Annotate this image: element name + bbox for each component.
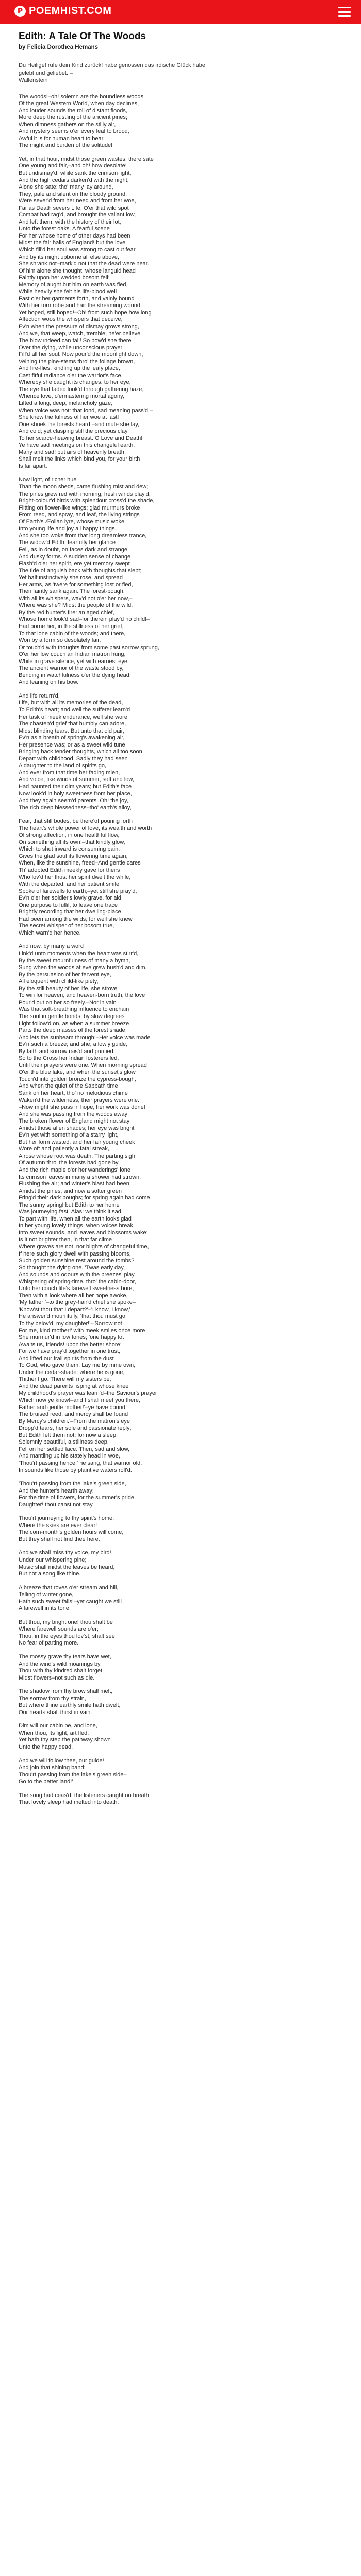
poem-line: She shrank not–mark'd not that the dead were near. [19,261,149,267]
poem-line: When voice was not: that fond, sad meaning pass'd!– [19,407,153,414]
poem-line: Sung when the woods at eve grew hush'd and dim, [19,964,147,971]
poem-line: One shriek the forests heard,–and mute she lay, [19,421,139,428]
poem-line: Than the moon sheds, came flushing mist and dew; [19,484,149,490]
poem-line: Ye have sad meetings on this changeful earth, [19,442,135,449]
poem-line: By the sweet mournfulness of many a hymn, [19,957,130,964]
poem-line: She murmur'd in low tones; 'one happy lot [19,1334,124,1341]
poem-line: With the departed, and her patient smile [19,881,120,888]
poem-line: The blow indeed can fall! So bow'd she there [19,337,132,344]
poem-line: The tide of anguish back with thoughts that slept; [19,567,142,574]
poem-line: So thought the dying one. 'Twas early day, [19,1264,125,1271]
poem-line: Which warn'd her hence. [19,929,81,936]
poem-line: And louder sounds the roll of distant floods, [19,107,127,114]
poem-line: And lets the sunbeam through:–Her voice was made [19,1034,151,1041]
poem-line: For we have pray'd together in one trust, [19,1348,121,1355]
poem-line: And mystery seems o'er every leaf to brood, [19,128,129,135]
poem-stanza [19,94,342,149]
poem-epigraph [19,62,342,84]
poem-line: Midst the fair halls of England! but the love [19,240,126,246]
poem-line: Yet, in that hour, midst those green wastes, there sate [19,156,154,162]
poem-stanza [19,1515,342,1543]
poem-line: The rich deep blessedness–tho' earth's alloy, [19,804,132,811]
poem-line: Thither I go. There will my sisters be, [19,1376,111,1383]
poem-stanza [19,1481,342,1509]
poem-line: The sunny spring! but Edith to her home [19,1201,120,1208]
poem-line: Fell on her settled face. Then, sad and slow, [19,1446,130,1452]
poem-line: So to the Cross her Indian fosterers led, [19,1055,119,1062]
poem-line: The soul in gentle bonds: by slow degrees [19,1013,125,1020]
poem-line: Whence love, o'ermastering mortal agony, [19,393,124,400]
poem-line: Then faintly sank again. The forest-bough, [19,588,125,595]
poem-line: Memory of aught but him on earth was fled, [19,281,128,288]
poem-line: Fear, that still bodes, be there'of pouring forth [19,818,133,825]
poem-line: Was journeying fast. Alas! we think it sad [19,1209,121,1215]
menu-icon-bar [338,7,351,8]
poem-line: Where graves are not, nor blights of changeful time, [19,1244,149,1250]
poem-line: Fast o'er her garments forth, and vainly bound [19,295,135,302]
poem-line: Of him alone she thought, whose languid head [19,267,136,274]
poem-line: Under the cedar-shade: where he is gone, [19,1369,125,1376]
poem-line: 'Thou'rt passing from the lake's green side, [19,1481,126,1487]
poem-stanza [19,1688,342,1716]
poem-stanza [19,1792,342,1806]
poem-line: One young and fair,–and oh! how desolate! [19,163,127,170]
poem-line: More deep the rustling of the ancient pines; [19,114,127,121]
poem-line: Alone she sate; tho' many lay around, [19,184,113,191]
poem-line: To God, who gave them. Lay me by mine own, [19,1362,136,1369]
poem-line: And dusky forms. A sudden sense of change [19,553,131,560]
poem-line: They, pale and silent on the bloody ground, [19,191,127,197]
poem-stanza [19,693,342,811]
poem-line: When thou, its light, art fled; [19,1730,89,1736]
poem-line: Now look'd in holy sweetness from her place, [19,790,132,797]
poem-line: Then with a look where all her hope awoke, [19,1292,128,1299]
poem-line: Where farewell sounds are o'er; [19,1626,99,1633]
poem-line: But undismay'd; while sank the crimson light, [19,170,132,176]
poem-stanza [19,1585,342,1613]
poem-line: Such golden sunshine rest around the tombs? [19,1258,135,1264]
poem-line: But not a song like thine. [19,1571,81,1578]
poem-line: Daughter! thou canst not stay. [19,1501,94,1508]
poem-line: And voice, like winds of summer, soft and low, [19,776,134,783]
poem-line: Solemnly beautiful, a stillness deep, [19,1439,109,1446]
poem-line: Until their prayers were one. When morning spread [19,1062,147,1069]
poem-line: Brightly recording that her dwelling-place [19,909,121,916]
poem-line: O'er the blue lake, and when the sunset's glow [19,1069,136,1076]
poem-line: But they shall not find thee here. [19,1536,100,1543]
poem-line: And sounds and odours with the breezes' play, [19,1272,136,1278]
poem-line: 'Thou'rt passing hence,' he sang, that warrior old, [19,1460,142,1466]
poem-line: She knew the fulness of her woe at last! [19,414,119,421]
poem-line: Is it not brighter then, in that far clime [19,1236,112,1243]
poem-line: And ever from that time her fading mien, [19,769,120,776]
poem-line: Unto the forest oaks. A fearful scene [19,226,110,232]
poem-line: Her arms, as 'twere for something lost or fled, [19,581,133,588]
poem-line: Or touch'd with thoughts from some past sorrow sprung, [19,644,159,651]
poem-line: If here such glory dwell with passing blooms, [19,1250,131,1257]
poem-line: In her young lovely things, when voices break [19,1223,133,1229]
poem-line: With her torn robe and hair the streaming wound, [19,302,142,309]
poem-line: Ev'n yet with something of a starry light, [19,1132,119,1139]
poem-line: Faintly upon her wedded bosom fell; [19,275,110,281]
poem-line: Now light, of richer hue [19,477,77,483]
poem-line: Were sever'd from her need and from her woe, [19,198,136,205]
poem-stanza [19,156,342,470]
poem-line: Where was she? Midst the people of the wild, [19,602,133,609]
poem-line: Th' adopted Edith meekly gave for theirs [19,867,120,874]
byline-prefix: by [19,44,26,50]
poem-line: Awful it is for human heart to bear [19,135,104,142]
poem-line: Awaits us, friends! upon the better shore; [19,1341,122,1348]
poem-line: To Edith's heart; and well the sufferer learn'd [19,706,130,713]
poem-line: Ev'n o'er her soldier's lowly grave, for aid [19,895,121,902]
poem-line: Was that soft-breathing influence to enchain [19,1006,129,1013]
poem-line: The sorrow from thy strain, [19,1695,86,1702]
poem-line: The heart's whole power of love, its wealth and worth [19,825,152,832]
poem-line: By the red hunter's fire: an aged chief, [19,609,114,616]
poem-line: Is far apart. [19,463,47,469]
poem-stanza [19,1619,342,1647]
poem-line: Music shall midst the leaves be heard, [19,1564,115,1570]
poem-line: Won by a form so desolately fair, [19,637,101,644]
poem-line: And left them, with the history of their lot, [19,218,121,225]
poem-line: Had been among the wilds; for well she knew [19,916,133,922]
poem-line: And lifted our frail spirits from the dust [19,1355,114,1362]
poem-line: My childhood's prayer was learn'd–the Saviour's prayer [19,1390,157,1397]
poem-line: Pour'd out on her so freely.–Nor in vain [19,999,117,1006]
poem-line: Flushing the air; and winter's blast had been [19,1181,129,1188]
poem-line: Combat had rag'd, and brought the valiant low, [19,212,136,218]
poem-line: Yet half instinctively she rose, and spread [19,574,123,581]
poem-line: Into sweet sounds, and leaves and blossoms wake: [19,1229,148,1236]
poem-line: And join that shining band; [19,1765,86,1771]
poem-line: And when the quiet of the Sabbath time [19,1083,118,1090]
poem-line: And we, that weep, watch, tremble, ne'er believe [19,330,141,337]
poem-line: And leaning on his bow. [19,679,79,686]
poem-line: Bright-colour'd birds with splendour cross'd the shade, [19,498,155,504]
poem-line: Ev'n when the pressure of dismay grows strong, [19,324,139,330]
poem-line: While heavily she felt his life-blood well [19,289,117,295]
poem-line: And the hunter's hearth away; [19,1487,94,1494]
poem-line: The broken flower of England might not stay [19,1118,130,1125]
poem-line: To win for heaven, and heaven-born truth, the love [19,992,145,999]
poem-line: Fring'd their dark boughs; for spring again had come, [19,1195,152,1201]
poem-line: By faith and sorrow rais'd and purified, [19,1048,115,1055]
poem-line: Whispering of spring-time, thro' the cabin-door, [19,1278,136,1285]
poem-stanza [19,1654,342,1682]
poem-line: Which fill'd her soul was strong to cast out fear, [19,246,137,253]
poem-line: Life, but with all its memories of the dead, [19,700,123,706]
poem-line: The bruised reed, and mercy shall be found [19,1411,128,1418]
poem-line: For her whose home of other days had been [19,232,130,239]
poem-line: Had borne her, in the stillness of her grief, [19,623,124,630]
poem-byline [19,44,342,50]
poem-stanza [19,477,342,686]
poem-line: 'My father!'–to the grey-hair'd chief she spoke– [19,1299,136,1306]
poem-line: Of the great Western World, when day declines, [19,100,139,107]
poem-line: And mantling up his stately head in woe, [19,1453,120,1460]
site-logo[interactable] [14,5,111,17]
poem-line: Wore oft and patiently a fatal streak, [19,1146,109,1153]
poem-line: And fire-flies, kindling up the leafy place, [19,365,120,372]
poem-line: Midst flowers–not such as die. [19,1674,95,1681]
poem-line: And she was passing from the woods away; [19,1111,129,1117]
poem-line: The eye that faded look'd through gathering haze, [19,386,144,393]
poem-line: By the still beauty of her life, she strove [19,985,118,992]
poem-line: Bringing back tender thoughts, which all too soon [19,749,142,755]
poem-line: The corn-month's golden hours will come, [19,1529,124,1536]
poem-line: But her form wasted, and her fair young cheek [19,1139,135,1145]
poem-line: Flash'd o'er her spirit, ere yet memory swept [19,561,130,567]
poem-line: To that lone cabin of the woods; and there, [19,630,126,637]
poem-line: Thou, in the eyes thou lov'st, shalt see [19,1633,115,1639]
poem-line: And the rich maple o'er her wanderings' lone [19,1166,130,1173]
poem-line: And the high cedars darken'd with the night, [19,177,129,183]
poem-line: The secret whisper of her bosom true, [19,923,114,929]
poem-line: O'er her low couch an Indian matron hung, [19,651,126,658]
poem-line: From reed, and spray, and leaf, the living strings [19,512,140,518]
poem-line: And she too woke from that long dreamless trance, [19,532,147,539]
poem-line: And we shall miss thy voice, my bird! [19,1550,111,1556]
poem-line: Cast fitful radiance o'er the warrior's face, [19,372,123,379]
poem-title: Edith: A Tale Of The Woods [19,31,146,42]
epigraph-line: Wallenstein [19,77,48,83]
poem-line: And cold; yet clasping still the precious clay [19,428,128,435]
poem-line: He answer'd mournfully, 'that thou must go [19,1313,125,1320]
poem-line: In sounds like those by plaintive waters roll'd. [19,1467,132,1473]
poem-line: And we will follow thee, our guide! [19,1757,104,1764]
poem-line: Link'd unto moments when the heart was stirr'd, [19,951,139,957]
poem-line: Veining the pine-stems thro' the foliage brown, [19,358,135,365]
author-link[interactable]: Felicia Dorothea Hemans [27,44,99,50]
poem-line: Go to the better land!' [19,1778,73,1785]
poem-line: Under our whispering pine; [19,1556,87,1563]
menu-icon-bar [338,15,351,17]
poem-line: Of autumn thro' the forests had gone by, [19,1160,120,1166]
poem-line: Into young life and joy all happy things. [19,526,117,532]
poem-line: The chasten'd grief that humbly can adore, [19,721,126,727]
poem-line: Of strong affection, in one healthful flow, [19,832,120,839]
poem-line: And they again seem'd parents. Oh! the joy, [19,798,128,804]
poem-line: Whereby she caught its changes: to her eye, [19,379,131,386]
poem-line: Yet hoped, still hoped!–Oh! from such hope how long [19,309,152,316]
menu-icon[interactable] [338,7,351,17]
poem-line: Which to shut inward is consuming pain, [19,846,120,853]
poem-line: Affection woos the whispers that deceive, [19,316,123,323]
poem-line: Yet hath thy step the pathway shown [19,1737,111,1743]
poem-line: The ancient warrior of the waste stood by, [19,665,124,672]
poem-line: While in grave silence, yet with earnest eye, [19,658,129,665]
poem-line: Midst blinding tears. But unto that old pair, [19,727,124,734]
poem-stanza [19,818,342,937]
poem-line: Her presence was; or as a sweet wild tune [19,741,125,748]
poem-body [19,94,342,1806]
poem-line: Far as Death severs Life. O'er that wild spot [19,205,129,211]
poem-line: Fill'd all her soul. Now pour'd the moonlight down, [19,351,143,358]
poem-line: Thou'rt passing from the lake's green side– [19,1771,127,1778]
poem-line: Parts the deep masses of the forest shade [19,1027,125,1034]
poem-line: A daughter to the land of spirits go, [19,762,107,769]
poem-line: Which now ye know!–and I shall meet you there, [19,1397,141,1404]
poem-line: Bending in watchfulness o'er the dying head, [19,672,131,679]
poem-line: Unto the happy dead. [19,1744,73,1750]
poem-line: All eloquent with child-like piety, [19,978,99,985]
poem-line: When dimness gathers on the stilly air, [19,121,116,128]
poem-line: Who lov'd her thus: her spirit dwelt the while, [19,874,131,880]
poem-line: Gives the glad soul its flowering time again, [19,853,128,859]
poem-stanza [19,1758,342,1786]
poem-line: For me, kind mother!' with meek smiles once more [19,1327,145,1334]
poem-line: Many and sad! but airs of heavenly breath [19,449,124,455]
poem-line: Her task of meek endurance, well she wore [19,714,127,720]
poem-line: No fear of parting more. [19,1640,79,1647]
epigraph-line: gelebt und geliebet. – [19,70,73,76]
poem-line: But Edith felt them not; for now a sleep, [19,1432,118,1438]
poem-line: On something all its own!–that kindly glow, [19,839,125,845]
poem-line: The song had ceas'd, the listeners caught no breath, [19,1792,151,1799]
poem-line: A breeze that roves o'er stream and hill, [19,1584,119,1591]
poem-line: By the persuasion of her fervent eye, [19,971,111,978]
site-header [0,0,361,24]
poem-line: Light follow'd on, as when a summer breeze [19,1020,129,1027]
poem-stanza [19,1723,342,1751]
poem-line: Thou'rt journeying to thy spirit's home, [19,1515,114,1522]
poem-line: With all its whispers, wav'd not o'er her now,– [19,595,133,602]
poem-line: Over the dying, while unconscious prayer [19,344,123,351]
poem-line: The woods!–oh! solemn are the boundless woods [19,93,144,100]
poem-content [19,31,342,1813]
poem-line: When, like the sunshine, freed–And gentle cares [19,860,141,867]
poem-line: But thou, my bright one! thou shalt be [19,1619,113,1625]
poem-line: Amidst the pines; and now a softer green [19,1188,122,1194]
logo-icon: P [14,6,26,17]
poem-line: Thou with thy kindred shalt forget, [19,1668,104,1674]
poem-line: That lovely sleep had melted into death. [19,1799,119,1806]
poem-line: –Now might she pass in hope, her work was done! [19,1104,145,1111]
poem-line: The shadow from thy brow shall melt, [19,1688,113,1695]
poem-line: Dim will our cabin be, and lone, [19,1723,97,1730]
poem-line: To thy belov'd, my daughter!'–'Sorrow not [19,1320,122,1327]
poem-line: 'Know'st thou that I depart?'–'I know, I know,' [19,1306,130,1313]
poem-line: And life return'd, [19,692,60,699]
poem-line: The mossy grave thy tears have wet, [19,1653,111,1660]
poem-line: Sank on her heart, tho' no melodious chime [19,1090,128,1096]
poem-line: To part with life, when all the earth looks glad [19,1215,132,1222]
poem-line: Whose home look'd sad–for therein play'd no child!– [19,616,150,623]
poem-line: Where the skies are ever clear! [19,1522,97,1529]
poem-line: Amidst those alien shades; her eye was bright [19,1125,135,1131]
poem-line: Fell, as in doubt, on faces dark and strange, [19,546,129,553]
poem-line: And the wind's wild moanings by, [19,1660,102,1667]
poem-line: Father and gentle mother!'–ye have bound [19,1404,125,1411]
poem-line: And the dead parents lisping at whose knee [19,1383,129,1389]
poem-line: Unto her couch life's farewell sweetness bore; [19,1285,134,1292]
poem-line: Depart with childhood. Sadly they had seen [19,755,128,762]
poem-line: A rose whose root was death. The parting sigh [19,1153,136,1159]
poem-line: Its crimson leaves in many a shower had strown, [19,1174,141,1180]
poem-line: By Mercy's children.'–From the matron's eye [19,1418,130,1425]
poem-line: The might and burden of the solitude! [19,142,113,149]
poem-line: Waken'd the wilderness, their prayers were one. [19,1097,140,1104]
poem-stanza [19,943,342,1474]
poem-line: Our hearts shall thirst in vain. [19,1709,92,1716]
poem-line: Ev'n as a breath of spring's awakening air, [19,735,125,741]
menu-icon-bar [338,11,351,13]
poem-line: The widow'd Edith: fearfully her glance [19,539,116,546]
poem-line: To her scarce-heaving breast. O Love and Death! [19,435,143,442]
epigraph-line: Du Heilige! rufe dein Kind zurück! habe genossen das irdische Glück habe [19,62,205,69]
poem-line: And by its might upborne all else above, [19,253,120,260]
poem-line: Touch'd into golden bronze the cypress-bough, [19,1076,136,1082]
poem-line: And now, by many a word [19,943,84,950]
poem-line: Had haunted their dim years; but Edith's face [19,784,132,790]
poem-line: One purpose to fulfil, to leave one trace [19,902,118,908]
poem-line: Hath such sweet falls!–yet caught we still [19,1598,122,1605]
poem-line: Dropp'd tears, her sole and passionate reply; [19,1425,132,1432]
poem-line: The pines grew red with morning; fresh winds play'd, [19,490,151,497]
poem-line: For the time of flowers, for the summer's pride, [19,1495,136,1501]
poem-line: Lifted a long, deep, melancholy gaze, [19,400,113,407]
poem-line: Of Earth's Æolian lyre, whose music woke [19,518,125,525]
poem-line: But where thine earthly smile hath dwelt, [19,1702,121,1709]
poem-line: Spoke of farewells to earth;–yet still she pray'd, [19,888,137,894]
poem-line: A farewell in its tone. [19,1605,71,1612]
poem-line: Flitting on flower-like wings; glad murmurs broke [19,504,140,511]
poem-line: Ev'n such a breeze; and she, a lowly guide, [19,1041,128,1048]
poem-stanza [19,1550,342,1578]
logo-text: POEMHIST.COM [29,5,112,16]
poem-line: Shall melt the links which bind you, for your birth [19,456,140,463]
poem-line: Telling of winter gone, [19,1591,74,1598]
